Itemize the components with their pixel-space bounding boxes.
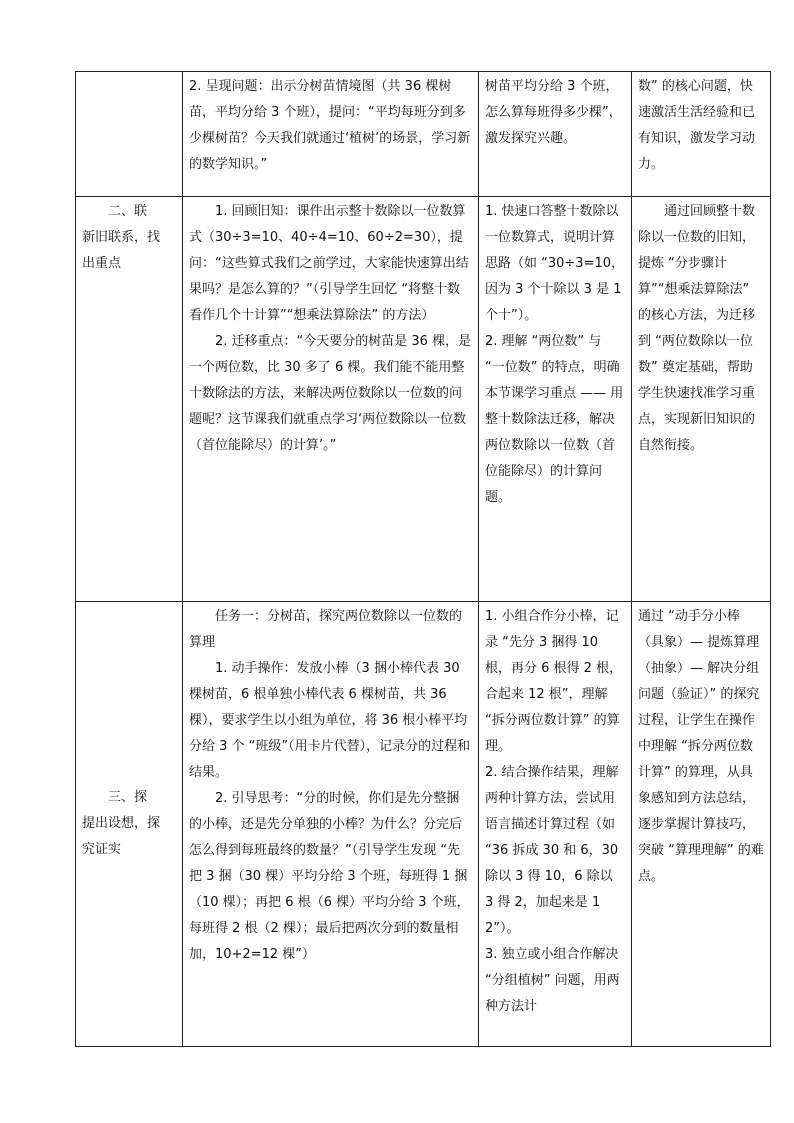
student-activity-cell bbox=[479, 72, 632, 197]
student-paragraph: 树苗平均分给 3 个班，怎么算每班得多少棵”，激发探究兴趣。 bbox=[485, 79, 622, 146]
student-paragraph: 1. 快速口答整十数除以一位数算式，说明计算思路（如 “30÷3=10，因为 3 个十除以 3 是 1 个十”）。 bbox=[485, 204, 625, 323]
table-row bbox=[76, 197, 771, 602]
stage-cell bbox=[76, 197, 183, 602]
stage-cell bbox=[76, 72, 183, 197]
design-intent-cell bbox=[632, 197, 771, 602]
teacher-paragraph: 2. 呈现问题：出示分树苗情境图（共 36 棵树苗，平均分给 3 个班），提问：“平均每班分到多少棵树苗？今天我们就通过‘植树’的场景，学习新的数学知识。” bbox=[189, 79, 471, 172]
table-row bbox=[76, 602, 771, 1047]
teacher-paragraph: 2. 引导思考：“分的时候，你们是先分整捆的小棒，还是先分单独的小棒？为什么？分完后怎么得到每班最终的数量？”（引导学生发现 “先把 3 捆（30 棵）平均分给 3 个班，每班得 1 捆（10 棵）；再把 6 根（6 棵）平均分给 3 个班，每班得 2 根（2 棵）；最后把两次分到的数量相加，10+2=12 棵”） bbox=[189, 791, 470, 962]
teacher-paragraph: 2. 迁移重点：“今天要分的树苗是 36 棵，是一个两位数，比 30 多了 6 棵。我们能不能用整十数除法的方法，来解决两位数除以一位数的问题呢？这节课我们就重点学习‘两位数除以一位数（首位能除尽）的计算’。” bbox=[189, 334, 472, 453]
student-paragraph: 3. 独立或小组合作解决 “分组植树” 问题，用两种方法计 bbox=[485, 947, 620, 1014]
design-intent-cell bbox=[632, 602, 771, 1047]
student-activity-cell bbox=[479, 197, 632, 602]
stage-title: 二、联 bbox=[108, 204, 148, 219]
teacher-activity-cell bbox=[183, 197, 479, 602]
teacher-paragraph: 1. 回顾旧知：课件出示整十数除以一位数算式（30÷3=10、40÷4=10、60÷2=30），提问：“这些算式我们之前学过，大家能快速算出结果吗？是怎么算的？”（引导学生回忆 “将整十数看作几个十计算”“想乘法算除法” 的方法） bbox=[189, 204, 469, 323]
teacher-paragraph: 1. 动手操作：发放小棒（3 捆小棒代表 30 棵树苗，6 根单独小棒代表 6 棵树苗，共 36 棵），要求学生以小组为单位，将 36 根小棒平均分给 3 个 “班级”（用卡片代替），记录分的过程和结果。 bbox=[189, 661, 471, 780]
stage-subtitle: 新旧联系，找 bbox=[82, 230, 161, 245]
lesson-plan-table bbox=[75, 71, 771, 1047]
stage-title: 三、探 bbox=[108, 790, 148, 805]
teacher-activity-cell bbox=[183, 602, 479, 1047]
student-paragraph: 1. 小组合作分小棒，记录 “先分 3 捆得 10 根，再分 6 根得 2 根，合起来 12 根”，理解 “拆分两位数计算” 的算理。 bbox=[485, 609, 623, 754]
intent-paragraph: 通过回顾整十数除以一位数的旧知，提炼 “分步骤计算”“想乘法算除法” 的核心方法，为迁移到 “两位数除以一位数” 奠定基础，帮助学生快速找准学习重点，实现新旧知识的自然衔接。 bbox=[638, 204, 756, 453]
design-intent-cell bbox=[632, 72, 771, 197]
stage-subtitle: 出重点 bbox=[82, 256, 122, 271]
teacher-activity-cell bbox=[183, 72, 479, 197]
stage-cell bbox=[76, 602, 183, 1047]
student-paragraph: 2. 理解 “两位数” 与 “一位数” 的特点，明确本节课学习重点 —— 用整十数除法迁移，解决两位数除以一位数（首位能除尽）的计算问题。 bbox=[485, 334, 624, 505]
intent-paragraph: 通过 “动手分小棒（具象）— 提炼算理（抽象）— 解决分组问题（验证）” 的探究过程，让学生在操作中理解 “拆分两位数计算” 的算理，从具象感知到方法总结，逐步掌握计算技巧，突破 “算理理解” 的难点。 bbox=[638, 609, 764, 884]
teacher-paragraph: 任务一：分树苗，探究两位数除以一位数的算理 bbox=[189, 609, 463, 650]
student-activity-cell bbox=[479, 602, 632, 1047]
intent-paragraph: 数” 的核心问题，快速激活生活经验和已有知识，激发学习动力。 bbox=[638, 79, 756, 172]
student-paragraph: 2. 结合操作结果，理解两种计算方法，尝试用语言描述计算过程（如 “36 拆成 30 和 6，30 除以 3 得 10，6 除以 3 得 2，加起来是 12”）。 bbox=[485, 765, 619, 936]
table-row bbox=[76, 72, 771, 197]
stage-subtitle: 究证实 bbox=[82, 842, 122, 857]
stage-subtitle: 提出设想，探 bbox=[82, 816, 161, 831]
